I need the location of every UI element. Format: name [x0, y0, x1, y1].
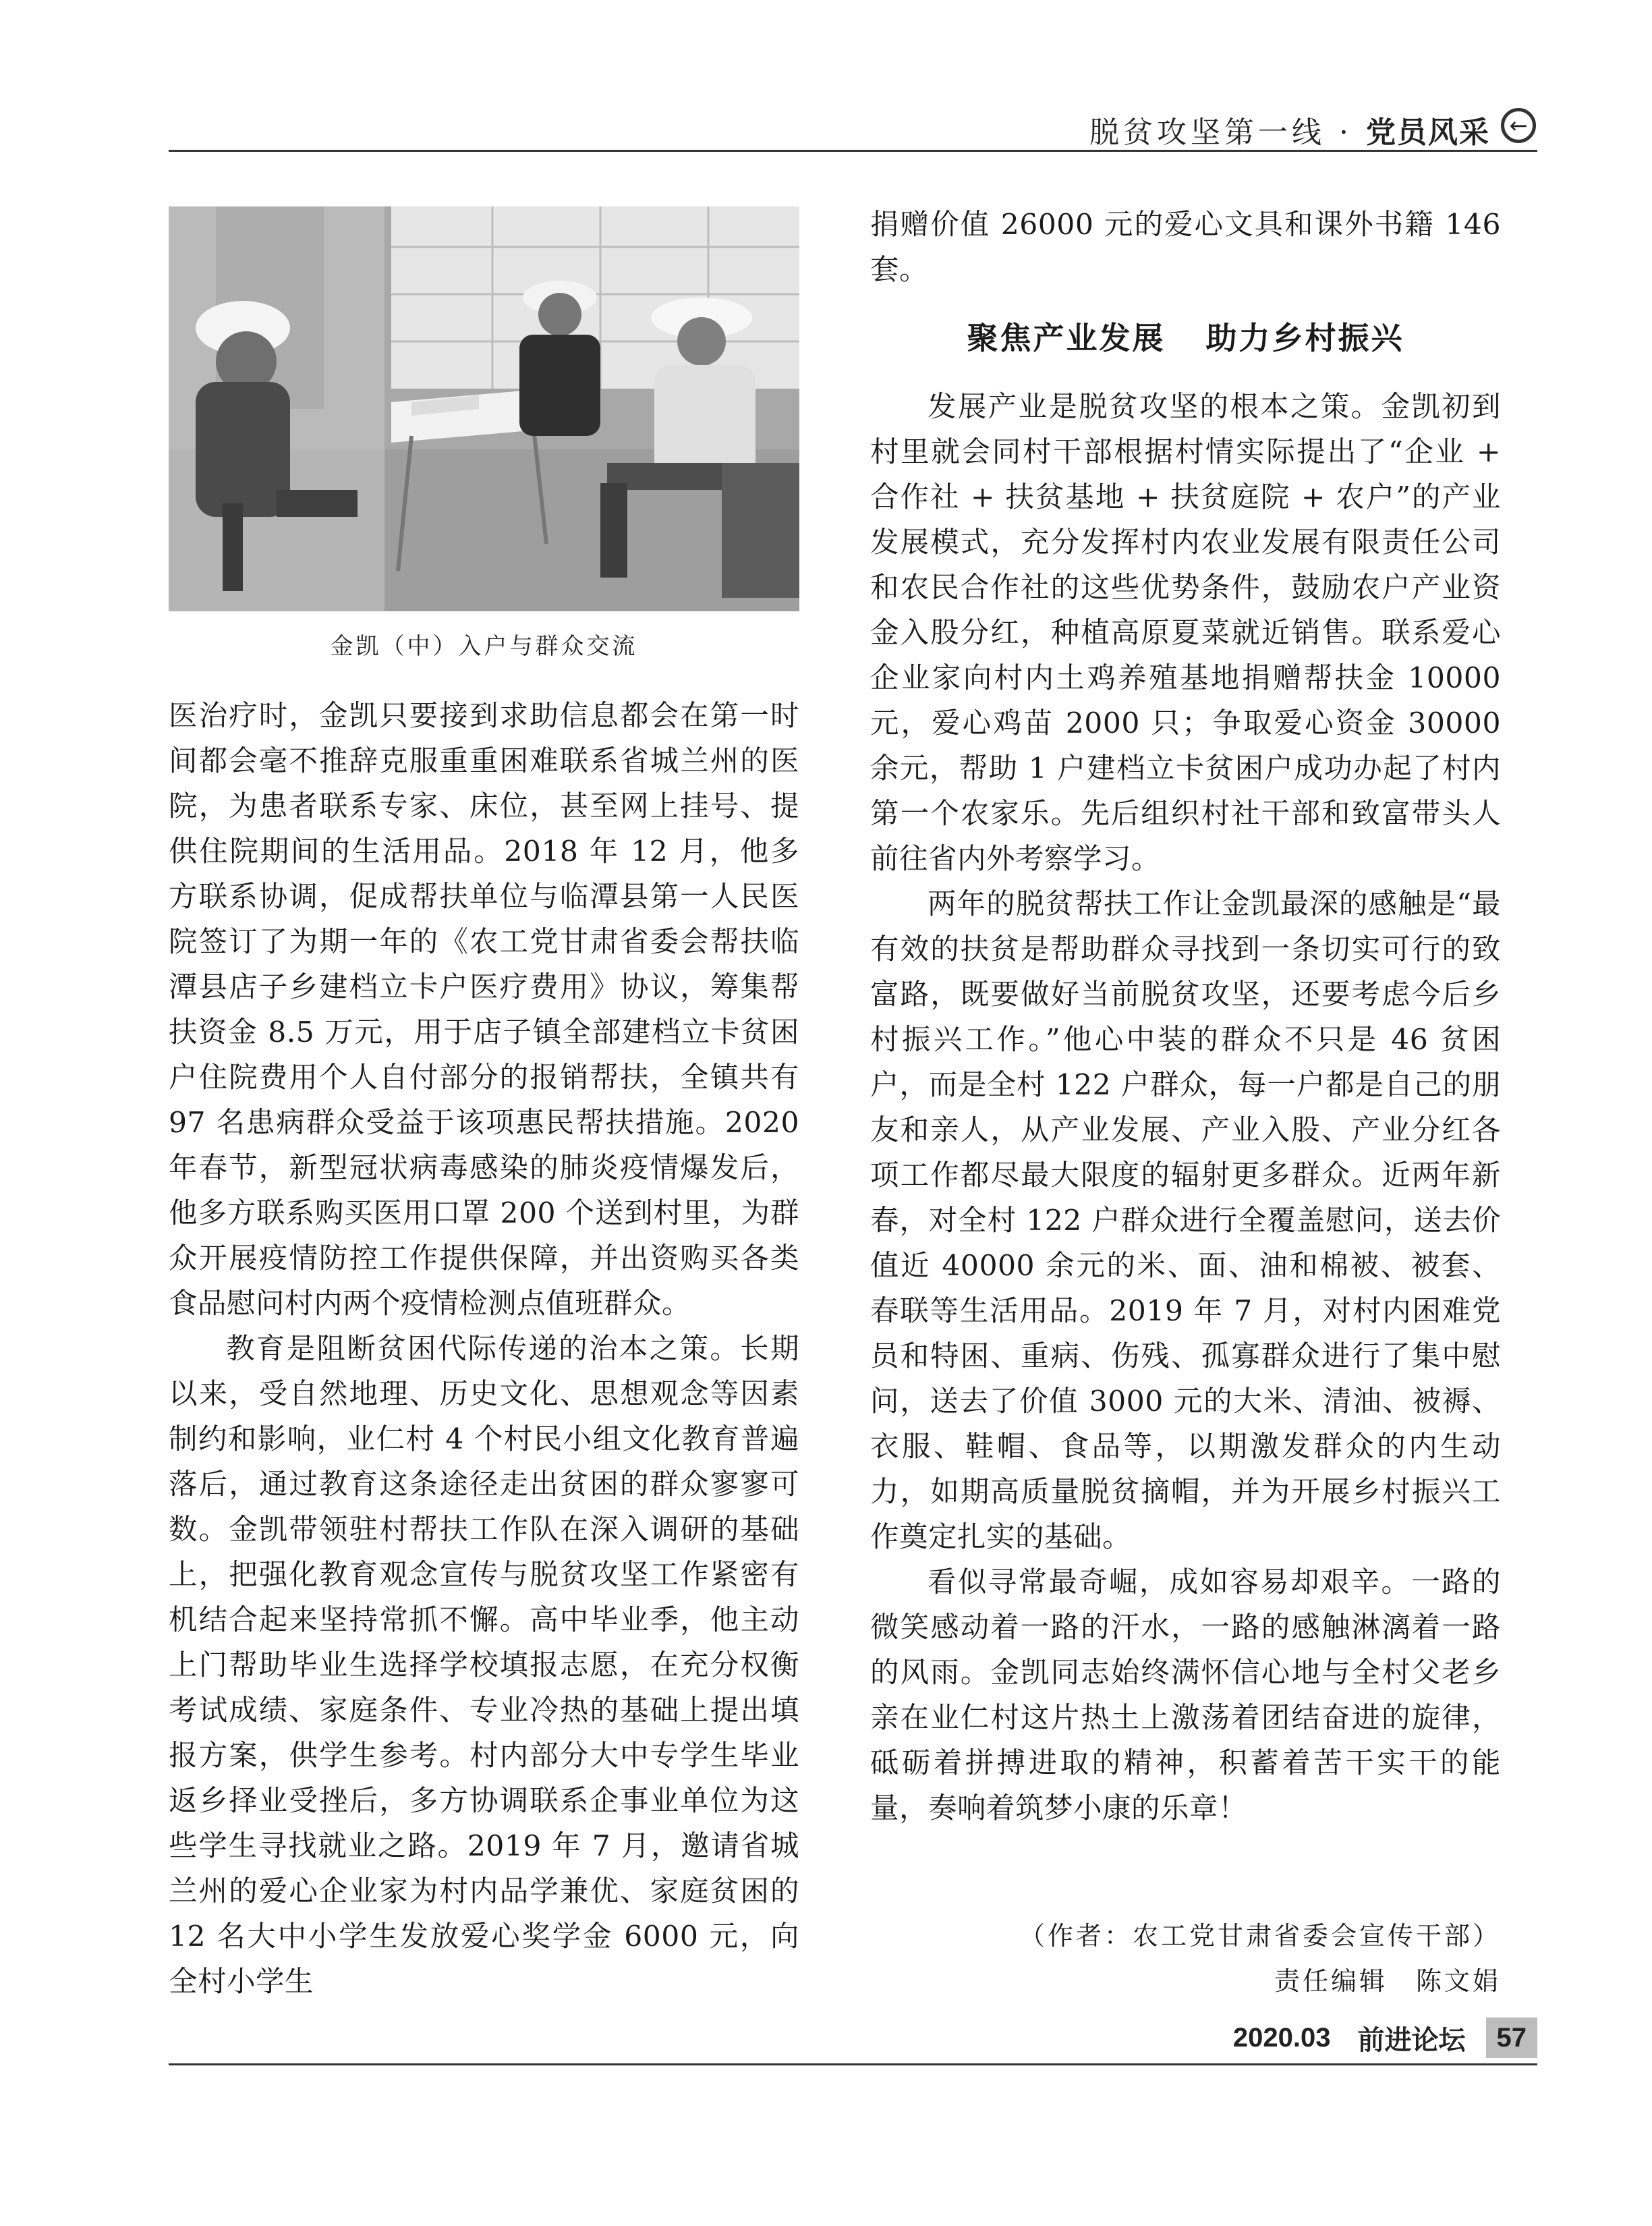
section-heading [870, 314, 1501, 358]
photo-illustration [169, 206, 799, 611]
running-header [1089, 108, 1490, 151]
paragraph: 教育是阻断贫困代际传递的治本之策。长期以来，受自然地理、历史文化、思想观念等因素制约和影响，业仁村 4 个村民小组文化教育普遍落后，通过教育这条途径走出贫困的群众寥寥可数。金凯带领驻村帮扶工作队在深入调研的基础上，把强化教育观念宣传与脱贫攻坚工作紧密有机结合起来坚持常抓不懈。高中毕业季，他主动上门帮助毕业生选择学校填报志愿，在充分权衡考试成绩、家庭条件、专业冷热的基础上提出填报方案，供学生参考。村内部分大中专学生毕业返乡择业受挫后，多方协调联系企事业单位为这些学生寻找就业之路。2019 年 7 月，邀请省城兰州的爱心企业家为村内品学兼优、家庭贫困的 12 名大中小学生发放爱心奖学金 6000 元，向全村小学生 [169, 1333, 799, 1999]
article-photo [169, 206, 799, 611]
author-credit: （作者：农工党甘肃省委会宣传干部） [1019, 1921, 1501, 1951]
page-number: 57 [1486, 2018, 1538, 2058]
right-column-continuation [870, 202, 1501, 293]
paragraph: 发展产业是脱贫攻坚的根本之策。金凯初到村里就会同村干部根据村情实际提出了“企业 + 合作社 + 扶贫基地 + 扶贫庭院 + 农户”的产业发展模式，充分发挥村内农业发展有限责任公司和农民合作社的这些优势条件，鼓励农户产业资金入股分红，种植高原夏菜就近销售。联系爱心企业家向村内土鸡养殖基地捐赠帮扶金 10000 元，爱心鸡苗 2000 只；争取爱心资金 30000 余元，帮助 1 户建档立卡贫困户成功办起了村内第一个农家乐。先后组织村社干部和致富带头人前往省内外考察学习。 [870, 391, 1501, 876]
header-column: 党员风采 [1366, 115, 1490, 150]
back-arrow-icon[interactable]: ← [1501, 108, 1536, 143]
right-column [870, 385, 1501, 1831]
footer-divider [169, 2063, 1537, 2065]
photo-caption: 金凯（中）入户与群众交流 [330, 633, 638, 660]
paragraph: 看似寻常最奇崛，成如容易却艰辛。一路的微笑感动着一路的汗水，一路的感触淋漓着一路的风雨。金凯同志始终满怀信心地与全村父老乡亲在业仁村这片热土上激荡着团结奋进的旋律，砥砺着拼搏进取的精神，积蓄着苦干实干的能量，奏响着筑梦小康的乐章！ [870, 1566, 1501, 1825]
left-column [169, 694, 799, 2005]
header-section: 脱贫攻坚第一线 · [1089, 115, 1366, 150]
paragraph: 两年的脱贫帮扶工作让金凯最深的感触是“最有效的扶贫是帮助群众寻找到一条切实可行的致富路，既要做好当前脱贫攻坚，还要考虑今后乡村振兴工作。”他心中装的群众不只是 46 贫困户，而是全村 122 户群众，每一户都是自己的朋友和亲人，从产业发展、产业入股、产业分红各项工作都尽最大限度的辐射更多群众。近两年新春，对全村 122 户群众进行全覆盖慰问，送去价值近 40000 余元的米、面、油和棉被、被套、春联等生活用品。2019 年 7 月，对村内困难党员和特困、重病、伤残、孤寡群众进行了集中慰问，送去了价值 3000 元的大米、清油、被褥、衣服、鞋帽、食品等，以期激发群众的内生动力，如期高质量脱贫摘帽，并为开展乡村振兴工作奠定扎实的基础。 [870, 888, 1501, 1554]
section-heading-part2: 助力乡村振兴 [1205, 320, 1404, 356]
section-heading-part1: 聚焦产业发展 [967, 320, 1166, 356]
magazine-name: 前进论坛 [1357, 2024, 1466, 2056]
header-divider [169, 150, 1537, 152]
editor-credit: 责任编辑 陈文娟 [1274, 1966, 1501, 1996]
paragraph: 医治疗时，金凯只要接到求助信息都会在第一时间都会毫不推辞克服重重困难联系省城兰州的医院，为患者联系专家、床位，甚至网上挂号、提供住院期间的生活用品。2018 年 12 月，他多方联系协调，促成帮扶单位与临潭县第一人民医院签订了为期一年的《农工党甘肃省委会帮扶临潭县店子乡建档立卡户医疗费用》协议，筹集帮扶资金 8.5 万元，用于店子镇全部建档立卡贫困户住院费用个人自付部分的报销帮扶，全镇共有 97 名患病群众受益于该项惠民帮扶措施。2020 年春节，新型冠状病毒感染的肺炎疫情爆发后，他多方联系购买医用口罩 200 个送到村里，为群众开展疫情防控工作提供保障，并出资购买各类食品慰问村内两个疫情检测点值班群众。 [169, 700, 799, 1320]
page-footer [1233, 2018, 1537, 2058]
issue-date: 2020.03 [1232, 2022, 1331, 2053]
paragraph: 捐赠价值 26000 元的爱心文具和课外书籍 146 套。 [870, 208, 1501, 287]
